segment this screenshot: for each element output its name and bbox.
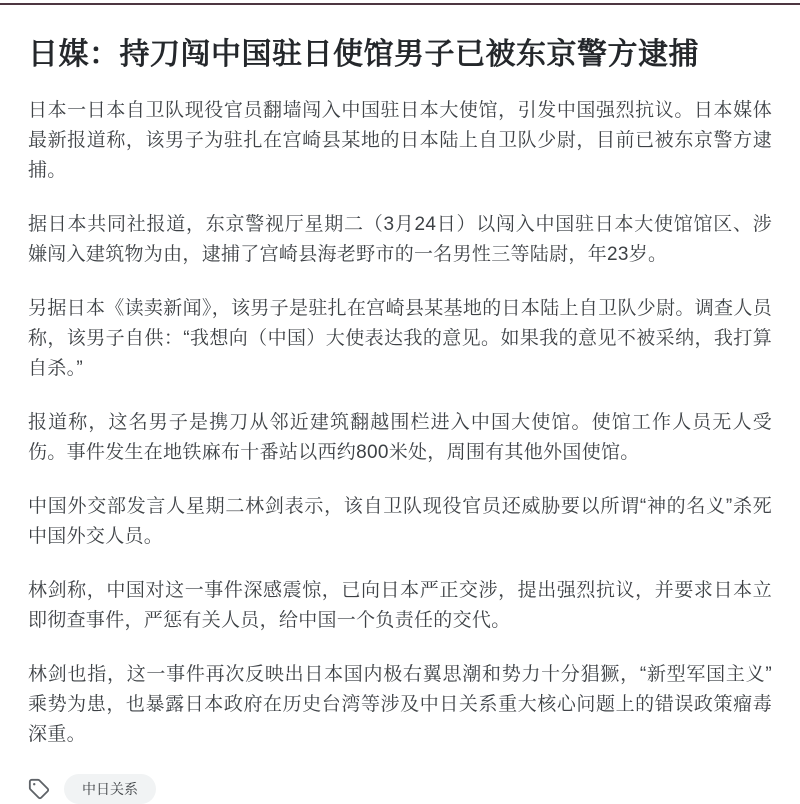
article-paragraph: 林剑也指，这一事件再次反映出日本国内极右翼思潮和势力十分猖獗，“新型军国主义”乘势为患，也暴露日本政府在历史台湾等涉及中日关系重大核心问题上的错误政策瘤毒深重。 bbox=[28, 664, 772, 745]
article-container bbox=[0, 36, 800, 750]
article-body bbox=[28, 96, 772, 750]
top-accent-line bbox=[0, 3, 800, 5]
article-paragraph: 中国外交部发言人星期二林剑表示，该自卫队现役官员还威胁要以所谓“神的名义”杀死中国外交人员。 bbox=[28, 496, 772, 547]
article-paragraph: 另据日本《读卖新闻》，该男子是驻扎在宫崎县某基地的日本陆上自卫队少尉。调查人员称，该男子自供：“我想向（中国）大使表达我的意见。如果我的意见不被采纳，我打算自杀。” bbox=[28, 298, 772, 379]
article-title: 日媒：持刀闯中国驻日使馆男子已被东京警方逮捕 bbox=[28, 38, 699, 71]
article-paragraph: 报道称，这名男子是携刀从邻近建筑翻越围栏进入中国大使馆。使馆工作人员无人受伤。事件发生在地铁麻布十番站以西约800米处，周围有其他外国使馆。 bbox=[28, 412, 772, 463]
article-paragraph: 日本一日本自卫队现役官员翻墙闯入中国驻日本大使馆，引发中国强烈抗议。日本媒体最新报道称，该男子为驻扎在宫崎县某地的日本陆上自卫队少尉，目前已被东京警方逮捕。 bbox=[28, 100, 772, 181]
tag-icon bbox=[28, 778, 50, 800]
article-paragraph: 林剑称，中国对这一事件深感震惊，已向日本严正交涉，提出强烈抗议，并要求日本立即彻查事件，严惩有关人员，给中国一个负责任的交代。 bbox=[28, 580, 772, 631]
tag-pill[interactable]: 中日关系 bbox=[64, 774, 156, 804]
article-paragraph: 据日本共同社报道，东京警视厅星期二（3月24日）以闯入中国驻日本大使馆馆区、涉嫌闯入建筑物为由，逮捕了宫崎县海老野市的一名男性三等陆尉，年23岁。 bbox=[28, 214, 772, 265]
